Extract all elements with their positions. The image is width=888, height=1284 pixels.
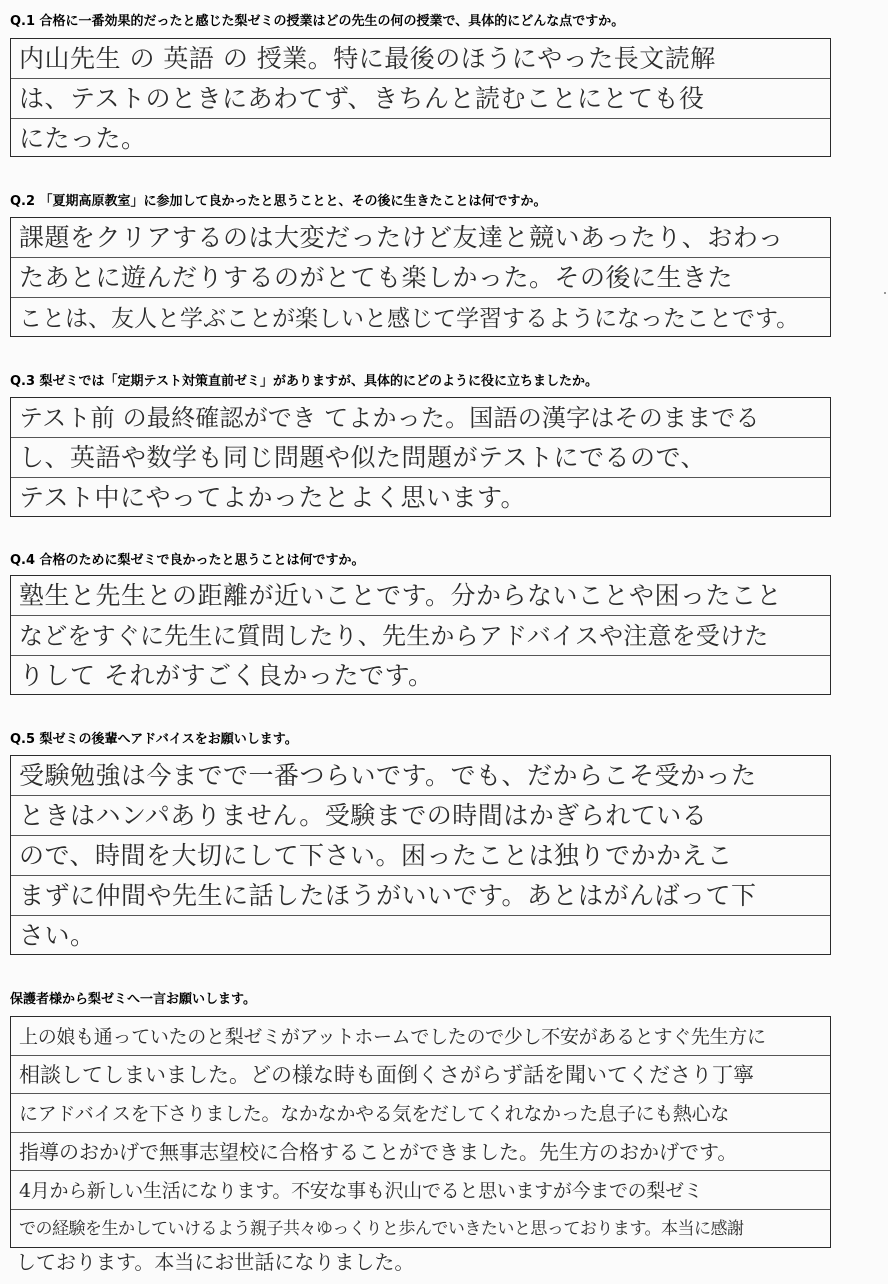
handwritten-line: まずに仲間や先生に話したほうがいいです。あとはがんばって下 [19,881,757,910]
parents-comment-label: 保護者様から梨ゼミへ一言お願いします。 [10,992,256,1007]
handwritten-line: ことは、友人と学ぶことが楽しいと感じて学習するようになったことです。 [19,306,800,332]
ruled-line [11,477,830,478]
handwritten-line: 指導のおかげで無事志望校に合格することができました。先生方のおかげです。 [19,1140,738,1164]
ruled-line [11,257,830,258]
handwritten-line: りして それがすごく良かったです。 [19,661,434,690]
ruled-line [11,118,830,119]
handwritten-line: 内山先生 の 英語 の 授業。特に最後のほうにやった長文読解 [19,44,716,73]
ruled-line [11,655,830,656]
handwritten-line: ときはハンパありません。受験までの時間はかぎられている [19,801,708,830]
handwritten-line: 受験勉強は今までで一番つらいです。でも、だからこそ受かった [19,761,757,790]
ruled-line [11,615,830,616]
handwritten-line: し、英語や数学も同じ問題や似た問題がテストにでるので、 [19,443,707,472]
handwritten-line-spill: しております。本当にお世話になりました。 [16,1250,415,1274]
answer-box-q4 [10,575,831,695]
ruled-line [11,1132,830,1133]
handwritten-line: 相談してしまいました。どの様な時も面倒くさがらず話を聞いてくださり丁寧 [19,1063,754,1087]
handwritten-line: テスト中にやってよかったとよく思います。 [19,483,527,512]
handwritten-line: 上の娘も通っていたのと梨ゼミがアットホームでしたので少し不安があるとすぐ先生方に [19,1026,766,1048]
handwritten-line: さい。 [19,921,96,950]
answer-box-q1 [10,38,831,157]
ruled-line [11,835,830,836]
question-1-label: Q.1 合格に一番効果的だったと感じた梨ゼミの授業はどの先生の何の授業で、具体的にどんな点ですか。 [10,14,625,29]
ruled-line [11,915,830,916]
handwritten-line: などをすぐに先生に質問したり、先生からアドバイスや注意を受けた [19,622,769,650]
handwritten-line: ので、時間を大切にして下さい。困ったことは独りでかかえこ [19,841,733,870]
question-3-label: Q.3 梨ゼミでは「定期テスト対策直前ゼミ」がありますが、具体的にどのように役に立ちましたか。 [10,374,599,389]
ruled-line [11,297,830,298]
answer-box-parents [10,1016,831,1248]
handwritten-line: での経験を生かしていけるよう親子共々ゆっくりと歩んでいきたいと思っております。本当に感謝 [19,1219,744,1239]
ruled-line [11,1055,830,1056]
answer-box-q3 [10,397,831,517]
answer-box-q2 [10,217,831,337]
ruled-line [11,78,830,79]
handwritten-line: 4月から新しい生活になります。不安な事も沢山でると思いますが今までの梨ゼミ [19,1180,703,1202]
handwritten-line: にたった。 [19,124,147,153]
question-5-label: Q.5 梨ゼミの後輩へアドバイスをお願いします。 [10,732,298,747]
ruled-line [11,1170,830,1171]
ruled-line [11,1209,830,1210]
handwritten-line: にアドバイスを下さりました。なかなかやる気をだしてくれなかった息子にも熱心な [19,1103,730,1125]
handwritten-line: は、テストのときにあわてず、きちんと読むことにとても役 [19,84,705,113]
question-2-label: Q.2 「夏期高原教室」に参加して良かったと思うことと、その後に生きたことは何ですか。 [10,194,547,209]
answer-box-q5 [10,755,831,955]
question-4-label: Q.4 合格のために梨ゼミで良かったと思うことは何ですか。 [10,553,365,568]
ruled-line [11,437,830,438]
ruled-line [11,875,830,876]
ruled-line [11,795,830,796]
handwritten-line: 課題をクリアするのは大変だったけど友達と競いあったり、おわっ [19,223,784,252]
handwritten-line: たあとに遊んだりするのがとても楽しかった。その後に生きた [19,263,734,292]
handwritten-line: 塾生と先生との距離が近いことです。分からないことや困ったこと [19,581,783,610]
margin-mark [884,292,886,294]
ruled-line [11,1093,830,1094]
handwritten-line: テスト前 の最終確認ができ てよかった。国語の漢字はそのままでる [19,404,760,432]
